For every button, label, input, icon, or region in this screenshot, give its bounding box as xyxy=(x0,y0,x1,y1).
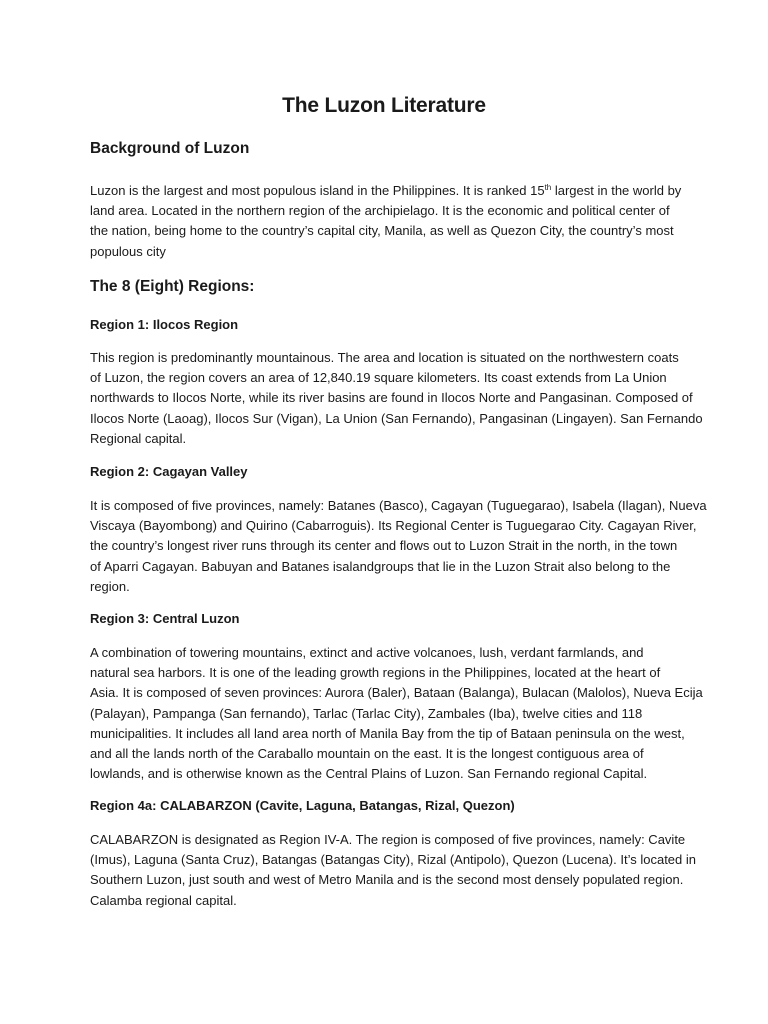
paragraph-line: Viscaya (Bayombong) and Quirino (Cabarroguis). Its Regional Center is Tuguegarao City. Cagayan River, xyxy=(90,518,697,534)
paragraph-line: lowlands, and is otherwise known as the Central Plains of Luzon. San Fernando regional Capital. xyxy=(90,766,648,782)
document-title: The Luzon Literature xyxy=(282,94,486,117)
paragraph-line: land area. Located in the northern region of the archipielago. It is the economic and political center of xyxy=(90,203,670,219)
paragraph-line: northwards to Ilocos Norte, while its river basins are found in Ilocos Norte and Pangasinan. Composed of xyxy=(90,390,693,406)
paragraph-line: natural sea harbors. It is one of the leading growth regions in the Philippines, located at the heart of xyxy=(90,665,661,681)
region-1-heading: Region 1: Ilocos Region xyxy=(90,317,239,332)
region-2-heading: Region 2: Cagayan Valley xyxy=(90,464,248,479)
paragraph-line: of Aparri Cagayan. Babuyan and Batanes isalandgroups that lie in the Luzon Strait also belong to the xyxy=(90,558,671,574)
background-paragraph xyxy=(90,181,686,262)
paragraph-line: populous city xyxy=(90,243,166,259)
paragraph-line: (Palayan), Pampanga (San fernando), Tarlac (Tarlac City), Zambales (Iba), twelve cities and 118 xyxy=(90,705,643,721)
region-3-paragraph xyxy=(90,643,703,784)
region-1-paragraph xyxy=(90,348,703,449)
paragraph-line: It is composed of five provinces, namely: Batanes (Basco), Cagayan (Tuguegarao), Isabela (Ilagan), Nueva xyxy=(90,498,707,513)
paragraph-line: Calamba regional capital. xyxy=(90,892,237,908)
paragraph-line: Regional capital. xyxy=(90,430,187,446)
regions-heading: The 8 (Eight) Regions: xyxy=(90,278,255,295)
paragraph-line: This region is predominantly mountainous. The area and location is situated on the northwestern coats xyxy=(90,350,679,365)
paragraph-line: of Luzon, the region covers an area of 12,840.19 square kilometers. Its coast extends from La Union xyxy=(90,370,667,386)
region-4a-paragraph xyxy=(90,830,696,911)
paragraph-line: the country’s longest river runs through its center and flows out to Luzon Strait in the north, in the town xyxy=(90,538,678,554)
region-4a-heading: Region 4a: CALABARZON (Cavite, Laguna, Batangas, Rizal, Quezon) xyxy=(90,798,515,813)
paragraph-line: A combination of towering mountains, extinct and active volcanoes, lush, verdant farmlands, and xyxy=(90,645,644,660)
ordinal-suffix: th xyxy=(544,183,552,192)
region-2-paragraph xyxy=(90,496,707,597)
paragraph-line: Southern Luzon, just south and west of Metro Manila and is the second most densely populated region. xyxy=(90,872,684,888)
background-heading: Background of Luzon xyxy=(90,140,250,157)
paragraph-line: and all the lands north of the Caraballo mountain on the east. It is the longest contiguous area of xyxy=(90,746,644,762)
paragraph-line: Luzon is the largest and most populous island in the Philippines. It is ranked 15th largest in the world by xyxy=(90,183,682,198)
paragraph-line: CALABARZON is designated as Region IV-A. The region is composed of five provinces, namely: Cavite xyxy=(90,832,686,847)
paragraph-line: (Imus), Laguna (Santa Cruz), Batangas (Batangas City), Rizal (Antipolo), Quezon (Lucena). It’s located in xyxy=(90,852,696,868)
paragraph-line: municipalities. It includes all land area north of Manila Bay from the tip of Bataan peninsula on the west, xyxy=(90,725,685,741)
paragraph-line: region. xyxy=(90,578,130,594)
region-3-heading: Region 3: Central Luzon xyxy=(90,611,240,626)
paragraph-line: Ilocos Norte (Laoag), Ilocos Sur (Vigan), La Union (San Fernando), Pangasinan (Lingayen). San Fernando xyxy=(90,410,703,426)
paragraph-line: the nation, being home to the country’s capital city, Manila, as well as Quezon City, the country’s most xyxy=(90,223,674,239)
paragraph-line: Asia. It is composed of seven provinces: Aurora (Baler), Bataan (Balanga), Bulacan (Malolos), Nueva Ecija xyxy=(90,685,703,701)
